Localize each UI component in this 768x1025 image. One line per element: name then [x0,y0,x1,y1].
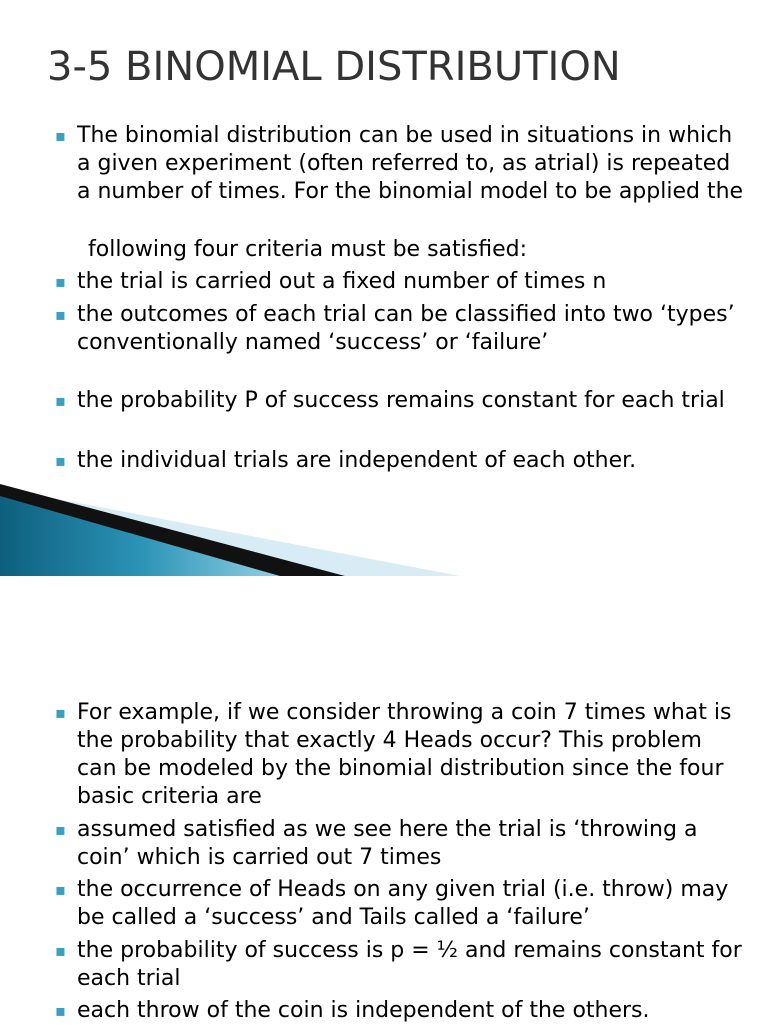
slide-2 [0,580,768,1024]
bullet-item [55,122,747,206]
bullet-icon: ▪ [55,880,66,899]
bullet-icon: ▪ [55,703,66,722]
bullet-item [55,876,747,932]
bullet-item [55,447,747,475]
bullet-item [55,387,747,415]
bullet-item [55,699,747,811]
bullet-item [55,301,747,357]
bullet-text: following four criteria must be satisfied: [88,237,527,262]
bullet-text: The binomial distribution can be used in situations in which a given experiment (often referred to, as atrial) is repeated a number of times. For the binomial model to be applied the [77,123,744,204]
bullet-icon: ▪ [55,272,66,291]
slide-title: 3-5 BINOMIAL DISTRIBUTION [47,44,621,90]
bullet-text: the probability P of success remains constant for each trial [77,388,725,413]
bullet-text: the outcomes of each trial can be classified into two ‘types’ conventionally named ‘success’ or ‘failure’ [77,302,735,355]
bullet-text: assumed satisfied as we see here the trial is ‘throwing a coin’ which is carried out 7 times [77,817,698,870]
bullet-item [55,816,747,872]
bullet-icon: ▪ [55,941,66,960]
bullet-text: the occurrence of Heads on any given trial (i.e. throw) may be called a ‘success’ and Tails called a ‘failure’ [77,877,729,930]
bullet-text: the probability of success is p = ½ and remains constant for each trial [77,938,742,991]
bullet-text: each throw of the coin is independent of the others. [77,998,650,1023]
bullet-text: the trial is carried out a fixed number of times n [77,269,607,294]
bullet-item [55,268,747,296]
bullet-text: For example, if we consider throwing a coin 7 times what is the probability that exactly 4 Heads occur? This problem can be modeled by the binomial distribution since the four basic criteria are [77,700,732,809]
decorative-wedge [0,478,460,578]
bullet-icon: ▪ [55,1001,66,1020]
bullet-icon: ▪ [55,305,66,324]
bullet-continuation [88,236,758,264]
bullet-item [55,937,747,993]
bullet-item [55,997,747,1025]
bullet-text: the individual trials are independent of each other. [77,448,637,473]
bullet-icon: ▪ [55,451,66,470]
bullet-icon: ▪ [55,391,66,410]
bullet-icon: ▪ [55,126,66,145]
bullet-icon: ▪ [55,820,66,839]
